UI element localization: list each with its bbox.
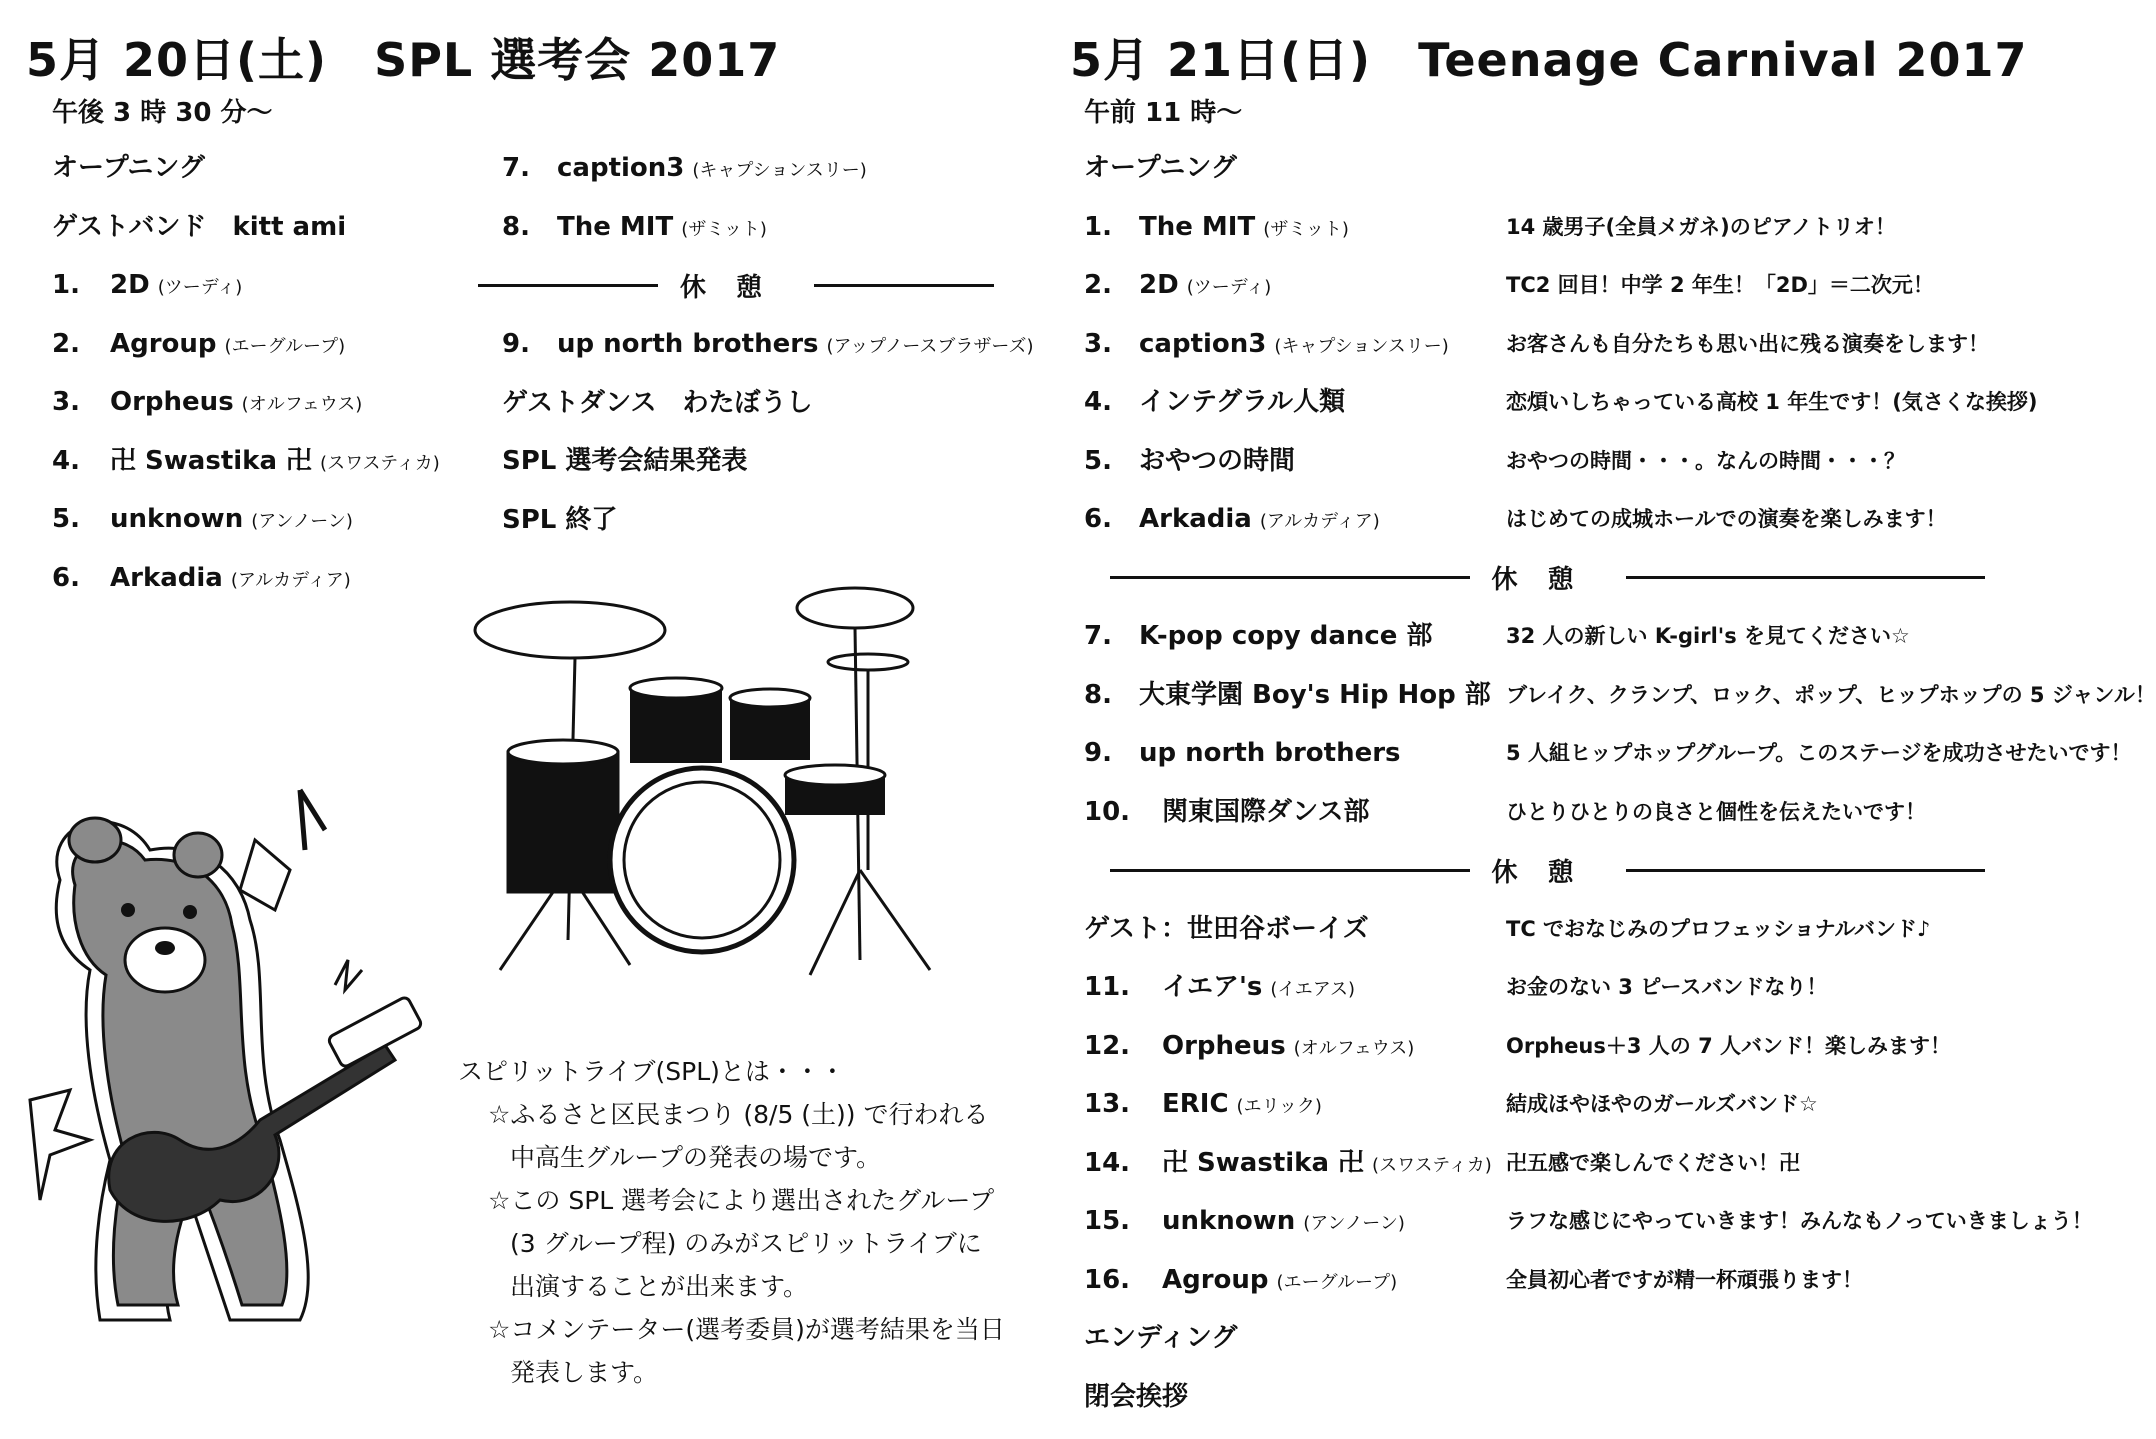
- item-name: 閉会挨拶: [1084, 1381, 1189, 1412]
- item-comment: ブレイク、クランプ、ロック、ポップ、ヒップホップの 5 ジャンル！: [1506, 682, 2156, 707]
- divider-line: [1110, 869, 1470, 872]
- spl-description-line: ☆ふるさと区民まつり (8/5 (土)) で行われる: [488, 1100, 989, 1129]
- item-name: オープニング: [1084, 153, 1237, 183]
- spl-description-line: ☆コメンテーター(選考委員)が選考結果を当日: [488, 1315, 1005, 1344]
- item-number: 2.: [1084, 270, 1112, 300]
- program-item: [1084, 1377, 1188, 1417]
- item-number: 6.: [1084, 504, 1112, 534]
- item-reading: (キャプションスリー): [692, 160, 867, 181]
- item-name: ゲストバンド kitt ami: [52, 211, 347, 242]
- item-number: 9.: [1084, 738, 1112, 768]
- program-item: [502, 207, 767, 247]
- item-number: 7.: [1084, 621, 1112, 651]
- spl-description-line: 中高生グループの発表の場です。: [510, 1143, 882, 1172]
- spl-description-title: スピリットライブ(SPL)とは・・・: [458, 1057, 845, 1086]
- item-number: 2.: [52, 328, 80, 359]
- item-name: ゲスト：世田谷ボーイズ: [1084, 913, 1369, 944]
- floor-tom: [508, 752, 618, 892]
- program-item: [1084, 967, 1355, 1007]
- item-name: オープニング: [52, 153, 205, 183]
- item-comment: 結成ほやほやのガールズバンド☆: [1506, 1092, 1818, 1116]
- program-item: [1084, 909, 1369, 949]
- spl-description-line: ☆この SPL 選考会により選出されたグループ: [488, 1186, 995, 1215]
- item-reading: (ツーディ): [157, 277, 243, 298]
- item-comment: おやつの時間・・・。なんの時間・・・？: [1506, 448, 1905, 473]
- program-item: [1084, 1260, 1397, 1300]
- program-item: [1084, 324, 1449, 364]
- item-name: The MIT: [1139, 211, 1256, 242]
- program-item: [1084, 499, 1380, 539]
- item-number: 4.: [1084, 387, 1112, 417]
- day2-start-time: 午前 11 時〜: [1084, 98, 1243, 128]
- item-number: 12.: [1084, 1030, 1131, 1061]
- program-item: [1084, 1318, 1237, 1358]
- drum-kit-illustration: [440, 570, 960, 990]
- program-item: [1084, 1084, 1322, 1124]
- item-name: caption3: [1139, 328, 1267, 359]
- item-name: Orpheus: [110, 387, 234, 417]
- item-name: イエア's: [1162, 972, 1263, 1002]
- item-comment: ひとりひとりの良さと個性を伝えたいです！: [1506, 799, 1926, 824]
- divider-line: [1110, 576, 1470, 579]
- divider-line: [814, 284, 994, 287]
- program-item: [1084, 441, 1295, 481]
- item-number: 5.: [52, 504, 80, 534]
- break-label: 休憩: [680, 272, 793, 303]
- item-reading: (オルフェウス): [241, 394, 363, 415]
- program-item: [1084, 792, 1369, 832]
- program-item: [502, 383, 812, 423]
- item-comment: はじめての成城ホールでの演奏を楽しみます！: [1506, 507, 1947, 531]
- item-reading: (スワスティカ): [320, 452, 440, 474]
- item-reading: (アップノースブラザーズ): [826, 336, 1034, 357]
- cymbal-right: [797, 588, 913, 628]
- item-reading: (エーグループ): [224, 335, 346, 357]
- day1-start-time: 午後 3 時 30 分〜: [52, 98, 273, 128]
- hihat: [828, 654, 908, 670]
- program-item: [1084, 675, 1491, 715]
- day2-break-divider: [1110, 558, 1985, 598]
- item-name: 卍 Swastika 卍: [110, 445, 313, 476]
- program-item: [1084, 207, 1349, 247]
- item-name: インテグラル人類: [1139, 387, 1346, 417]
- divider-line: [1626, 869, 1986, 872]
- item-reading: (アルカディア): [230, 569, 351, 591]
- item-comment: ラフな感じにやっていきます！みんなもノっていきましょう！: [1506, 1209, 2093, 1233]
- program-item: [502, 500, 617, 540]
- item-name: Agroup: [1162, 1264, 1269, 1295]
- item-name: SPL 終了: [502, 504, 618, 535]
- item-name: Arkadia: [110, 562, 223, 593]
- item-name: ゲストダンス わたぼうし: [502, 387, 813, 418]
- item-name: 関東国際ダンス部: [1162, 796, 1370, 827]
- item-name: SPL 選考会結果発表: [502, 446, 748, 476]
- program-item: [502, 148, 867, 188]
- item-number: 4.: [52, 445, 80, 476]
- item-name: 大東学園 Boy's Hip Hop 部: [1139, 679, 1491, 710]
- day2-heading: 5月 21日(日) Teenage Carnival 2017: [1070, 33, 2028, 87]
- divider-line: [478, 284, 658, 287]
- day1-break-divider: [478, 265, 994, 305]
- item-number: 10.: [1084, 796, 1131, 827]
- item-number: 1.: [52, 270, 80, 300]
- item-comment: 5 人組ヒップホップグループ。このステージを成功させたいです！: [1506, 741, 2132, 765]
- item-number: 8.: [1084, 679, 1112, 710]
- item-number: 1.: [1084, 211, 1112, 242]
- spl-description-line: 発表します。: [510, 1358, 659, 1387]
- item-number: 11.: [1084, 972, 1131, 1002]
- item-comment: TC でおなじみのプロフェッショナルバンド♪: [1506, 916, 1931, 941]
- program-item: [1084, 265, 1271, 305]
- program-item: [52, 148, 205, 188]
- program-item: [502, 324, 1034, 364]
- spl-description-line: (3 グループ程) のみがスピリットライブに: [510, 1229, 982, 1258]
- program-item: [1084, 148, 1237, 188]
- item-reading: (ツーディ): [1186, 277, 1272, 298]
- item-reading: (イエアス): [1270, 979, 1356, 1000]
- item-number: 5.: [1084, 445, 1112, 476]
- item-number: 6.: [52, 562, 80, 593]
- program-item: [52, 382, 362, 422]
- program-item: [1084, 382, 1345, 422]
- cymbal-left: [475, 602, 665, 658]
- program-item: [502, 441, 747, 481]
- item-number: 3.: [1084, 328, 1112, 359]
- item-comment: 卍五感で楽しんでください！卍: [1506, 1150, 1800, 1175]
- item-number: 9.: [502, 329, 530, 359]
- item-reading: (オルフェウス): [1293, 1037, 1415, 1059]
- divider-line: [1626, 576, 1986, 579]
- item-reading: (エリック): [1236, 1096, 1322, 1117]
- program-item: [52, 558, 351, 598]
- item-name: up north brothers: [1139, 738, 1401, 768]
- program-item: [52, 324, 345, 364]
- program-item: [1084, 1143, 1492, 1183]
- item-reading: (キャプションスリー): [1274, 335, 1449, 357]
- item-comment: 恋煩いしちゃっている高校 1 年生です！(気さくな挨拶): [1506, 390, 2038, 414]
- item-comment: Orpheus＋3 人の 7 人バンド！楽しみます！: [1506, 1033, 1952, 1058]
- item-name: The MIT: [557, 211, 674, 242]
- item-name: Orpheus: [1162, 1030, 1286, 1061]
- item-comment: 14 歳男子(全員メガネ)のピアノトリオ！: [1506, 214, 1896, 239]
- item-name: エンディング: [1084, 1323, 1238, 1353]
- item-reading: (エーグループ): [1276, 1271, 1398, 1293]
- item-number: 13.: [1084, 1089, 1131, 1119]
- bear-guitarist-illustration: [0, 760, 440, 1360]
- item-name: up north brothers: [557, 329, 819, 359]
- break-label: 休憩: [1491, 857, 1604, 888]
- item-name: 卍 Swastika 卍: [1162, 1147, 1365, 1178]
- program-item: [1084, 1026, 1414, 1066]
- item-reading: (スワスティカ): [1372, 1154, 1492, 1176]
- spl-description: [458, 1050, 1005, 1394]
- item-name: おやつの時間: [1139, 445, 1296, 476]
- break-label: 休憩: [1491, 565, 1604, 595]
- item-reading: (ザミット): [1263, 218, 1349, 240]
- program-item: [1084, 1201, 1405, 1241]
- program-item: [52, 265, 242, 305]
- item-number: 8.: [502, 211, 530, 242]
- item-name: K-pop copy dance 部: [1139, 621, 1433, 651]
- item-comment: お金のない 3 ピースバンドなり！: [1506, 975, 1828, 999]
- item-name: 2D: [110, 270, 150, 300]
- item-comment: 全員初心者ですが精一杯頑張ります！: [1506, 1267, 1863, 1292]
- item-name: Agroup: [110, 328, 217, 359]
- item-name: caption3: [557, 153, 685, 183]
- item-comment: お客さんも自分たちも思い出に残る演奏をします！: [1506, 331, 1989, 356]
- item-reading: (アンノーン): [251, 511, 353, 532]
- program-item: [52, 499, 353, 539]
- program-item: [1084, 733, 1401, 773]
- day1-heading: 5月 20日(土) SPL 選考会 2017: [26, 33, 781, 87]
- item-reading: (ザミット): [681, 218, 767, 240]
- item-name: ERIC: [1162, 1089, 1229, 1119]
- item-name: Arkadia: [1139, 504, 1252, 534]
- item-number: 3.: [52, 387, 80, 417]
- item-reading: (アンノーン): [1303, 1213, 1405, 1234]
- item-number: 14.: [1084, 1147, 1131, 1178]
- program-item: [52, 207, 346, 247]
- item-name: unknown: [110, 504, 244, 534]
- item-reading: (アルカディア): [1259, 511, 1380, 532]
- item-name: unknown: [1162, 1206, 1296, 1236]
- day2-break-divider: [1110, 850, 1985, 890]
- item-comment: 32 人の新しい K-girl's を見てください☆: [1506, 624, 1910, 648]
- item-number: 16.: [1084, 1264, 1131, 1295]
- item-name: 2D: [1139, 270, 1179, 300]
- item-number: 15.: [1084, 1206, 1131, 1236]
- program-item: [1084, 616, 1432, 656]
- bass-drum: [610, 768, 794, 952]
- item-number: 7.: [502, 153, 530, 183]
- spl-description-line: 出演することが出来ます。: [510, 1272, 809, 1301]
- program-item: [52, 441, 440, 481]
- item-comment: TC2 回目！中学 2 年生！「2D」＝二次元！: [1506, 273, 1934, 297]
